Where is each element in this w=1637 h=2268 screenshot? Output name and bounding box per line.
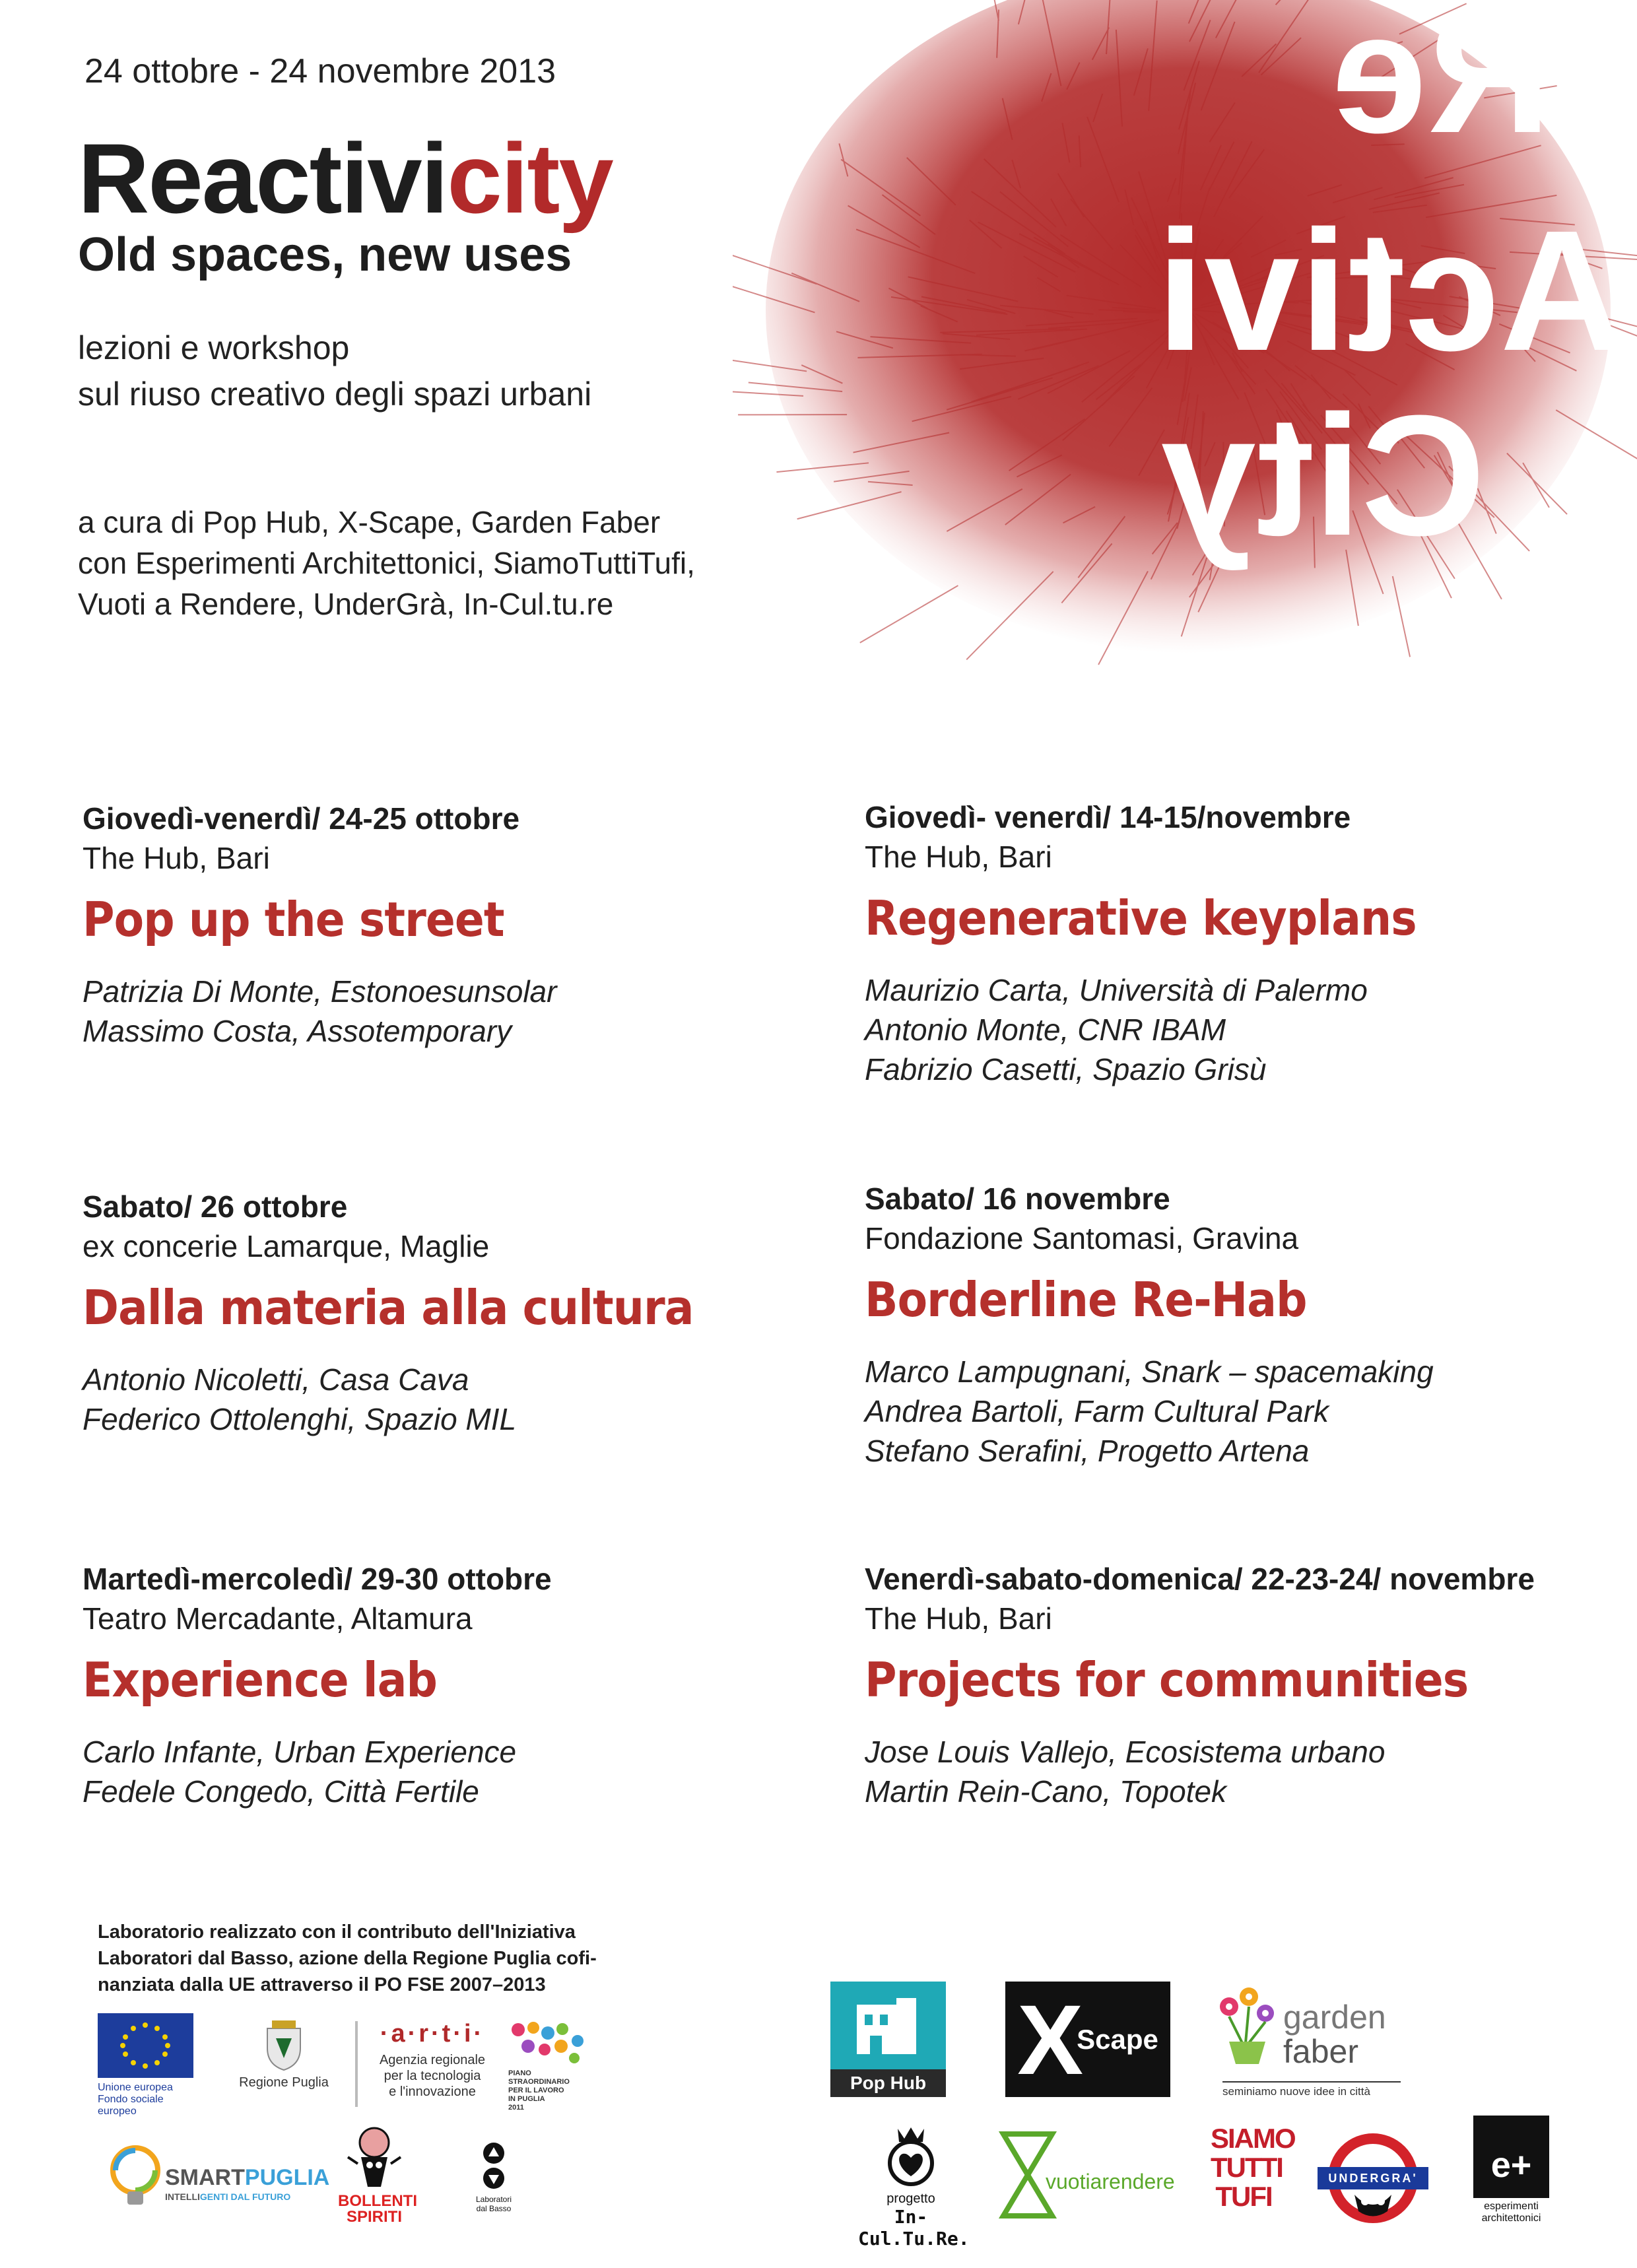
speaker: Fedele Congedo, Città Fertile bbox=[83, 1774, 479, 1809]
curators-line: Vuoti a Rendere, UnderGrà, In-Cul.tu.re bbox=[78, 587, 614, 621]
speaker: Federico Ottolenghi, Spazio MIL bbox=[83, 1402, 517, 1436]
event-title: Dalla materia alla cultura bbox=[83, 1280, 694, 1335]
funding-note-line: nanziata dalla UE attraverso il PO FSE 2007–2013 bbox=[98, 1974, 546, 1995]
cloud-word-activi: Activi bbox=[1156, 195, 1624, 387]
event-title: Borderline Re-Hab bbox=[865, 1272, 1307, 1327]
faber-word: faber bbox=[1283, 2033, 1358, 2070]
speaker: Stefano Serafini, Progetto Artena bbox=[865, 1434, 1310, 1468]
eu-logo bbox=[98, 2013, 193, 2117]
event-speakers bbox=[83, 1732, 848, 1811]
title-part-b: city bbox=[447, 123, 613, 234]
garden-word: garden bbox=[1283, 1999, 1386, 2036]
pop-hub-wordmark: Pop Hub bbox=[830, 2069, 946, 2097]
eu-flag-icon bbox=[98, 2013, 193, 2078]
x-scape-x: X bbox=[1017, 1984, 1084, 2095]
event-place: ex concerie Lamarque, Maglie bbox=[83, 1229, 490, 1263]
x-scape-logo bbox=[1005, 1982, 1170, 2097]
lab-basso-line: Laboratori bbox=[475, 2195, 512, 2204]
cloud-word-re: Re bbox=[1331, 0, 1551, 169]
event-speakers bbox=[83, 1360, 848, 1439]
garden-faber-logo bbox=[1209, 1984, 1394, 2099]
event-place: The Hub, Bari bbox=[83, 841, 270, 875]
speaker: Antonio Monte, CNR IBAM bbox=[865, 1013, 1226, 1047]
arti-caption-line: Agenzia regionale bbox=[379, 2053, 486, 2067]
speaker: Jose Louis Vallejo, Ecosistema urbano bbox=[865, 1735, 1386, 1769]
piano-caption-line: 2011 bbox=[508, 2104, 524, 2112]
speaker: Martin Rein-Cano, Topotek bbox=[865, 1774, 1227, 1809]
bollenti-spiriti-logo bbox=[338, 2124, 417, 2226]
event-card bbox=[865, 797, 1630, 1089]
eu-caption bbox=[98, 2082, 193, 2118]
pop-hub-logo bbox=[830, 1982, 946, 2097]
event-title: Pop up the street bbox=[83, 892, 504, 947]
event-speakers bbox=[865, 1352, 1630, 1471]
spirit-icon bbox=[345, 2124, 404, 2190]
garden-faber-tagline: seminiamo nuove idee in città bbox=[1222, 2081, 1401, 2098]
piano-caption-line: STRAORDINARIO bbox=[508, 2078, 570, 2086]
cloud-line bbox=[860, 585, 958, 643]
speaker: Andrea Bartoli, Farm Cultural Park bbox=[865, 1394, 1329, 1428]
event-place: Fondazione Santomasi, Gravina bbox=[865, 1221, 1299, 1255]
intro-line: lezioni e workshop bbox=[78, 329, 350, 366]
undergra-logo bbox=[1315, 2129, 1430, 2228]
garden-faber-wordmark bbox=[1283, 2000, 1386, 2069]
event-place: The Hub, Bari bbox=[865, 1601, 1052, 1636]
piano-caption-line: PER IL LAVORO bbox=[508, 2086, 564, 2094]
event-card bbox=[865, 1559, 1630, 1811]
regione-caption: Regione Puglia bbox=[239, 2075, 329, 2090]
speaker: Maurizio Carta, Università di Palermo bbox=[865, 973, 1368, 1007]
event-day: Sabato/ 16 novembre bbox=[865, 1182, 1170, 1216]
piano-caption-line: PIANO bbox=[508, 2069, 531, 2077]
piano-caption bbox=[508, 2069, 601, 2112]
event-speakers bbox=[83, 972, 848, 1051]
flowers-icon bbox=[508, 2020, 594, 2066]
in-cul-tu-re-wordmark: In-Cul.Tu.Re. bbox=[858, 2206, 970, 2250]
vuotiarendere-logo bbox=[998, 2129, 1176, 2228]
bollenti-line: BOLLENTI bbox=[338, 2192, 417, 2210]
arti-caption-line: per la tecnologia bbox=[384, 2069, 481, 2083]
siamotuttitufi-logo bbox=[1211, 2123, 1295, 2223]
event-title: Regenerative keyplans bbox=[865, 890, 1417, 946]
bollenti-wordmark bbox=[338, 2192, 417, 2226]
crowned-heart-icon bbox=[878, 2122, 944, 2188]
lab-basso-caption bbox=[474, 2195, 514, 2213]
x-scape-word: Scape bbox=[1077, 2023, 1158, 2055]
undergra-wordmark: UNDERGRA' bbox=[1328, 2172, 1418, 2185]
speaker: Antonio Nicoletti, Casa Cava bbox=[83, 1362, 469, 1397]
vuotiarendere-wordmark: vuotiarendere bbox=[1046, 2170, 1175, 2193]
arti-caption-line: e l'innovazione bbox=[389, 2085, 476, 2099]
esperimenti-line: esperimenti bbox=[1484, 2201, 1539, 2212]
funding-note bbox=[98, 1919, 613, 1998]
eu-caption-line: Fondo sociale europeo bbox=[98, 2094, 164, 2117]
funding-note-line: Laboratori dal Basso, azione della Regione Puglia cofi- bbox=[98, 1948, 597, 1969]
speaker: Fabrizio Casetti, Spazio Grisù bbox=[865, 1052, 1267, 1086]
title-part-a: Reactivi bbox=[78, 123, 448, 234]
event-day: Venerdì-sabato-domenica/ 22-23-24/ novembre bbox=[865, 1562, 1535, 1596]
event-day: Martedì-mercoledì/ 29-30 ottobre bbox=[83, 1562, 552, 1596]
event-place: Teatro Mercadante, Altamura bbox=[83, 1601, 473, 1636]
intro-line: sul riuso creativo degli spazi urbani bbox=[78, 376, 592, 413]
bollenti-line: SPIRITI bbox=[346, 2208, 402, 2226]
event-title: Projects for communities bbox=[865, 1652, 1469, 1708]
arti-logo bbox=[366, 2020, 498, 2112]
reactivicity-logo-cloud bbox=[733, 0, 1637, 706]
smartpuglia-tag-b: GENTI DAL FUTURO bbox=[199, 2191, 291, 2202]
intro-text bbox=[78, 325, 591, 417]
event-dates: 24 ottobre - 24 novembre 2013 bbox=[84, 52, 556, 90]
coat-of-arms-icon bbox=[264, 2018, 304, 2071]
event-card bbox=[83, 799, 848, 1051]
speaker: Marco Lampugnani, Snark – spacemaking bbox=[865, 1354, 1434, 1389]
building-icon bbox=[830, 1982, 946, 2067]
event-speakers bbox=[865, 1732, 1630, 1811]
e-plus-icon: e+ bbox=[1473, 2116, 1549, 2198]
piano-caption-line: IN PUGLIA bbox=[508, 2095, 545, 2103]
page-title bbox=[78, 123, 613, 234]
laboratori-dal-basso-logo bbox=[474, 2142, 514, 2228]
event-card bbox=[83, 1187, 848, 1439]
arti-wordmark: ·a·r·t·i· bbox=[380, 2020, 485, 2048]
puglia-word: PUGLIA bbox=[244, 2165, 330, 2190]
event-title: Experience lab bbox=[83, 1652, 437, 1708]
lab-basso-icon bbox=[481, 2142, 507, 2191]
smartpuglia-tag-a: INTELLI bbox=[165, 2191, 200, 2202]
siamo-line: TUFI bbox=[1215, 2181, 1272, 2212]
curators-text bbox=[78, 502, 695, 624]
piano-straordinario-logo bbox=[508, 2020, 601, 2119]
event-card bbox=[865, 1179, 1630, 1471]
page-subtitle: Old spaces, new uses bbox=[78, 228, 572, 281]
event-day: Sabato/ 26 ottobre bbox=[83, 1189, 348, 1224]
siamo-line: SIAMO bbox=[1211, 2123, 1295, 2154]
lab-basso-line: dal Basso bbox=[476, 2204, 512, 2213]
curators-line: a cura di Pop Hub, X-Scape, Garden Faber bbox=[78, 505, 661, 539]
regione-puglia-logo bbox=[238, 2018, 330, 2111]
esperimenti-line: architettonici bbox=[1481, 2213, 1541, 2224]
event-day: Giovedì- venerdì/ 14-15/novembre bbox=[865, 800, 1351, 834]
curators-line: con Esperimenti Architettonici, SiamoTuttiTufi, bbox=[78, 546, 695, 580]
event-place: The Hub, Bari bbox=[865, 840, 1052, 874]
speaker: Massimo Costa, Assotemporary bbox=[83, 1014, 512, 1048]
speaker: Carlo Infante, Urban Experience bbox=[83, 1735, 517, 1769]
esperimenti-architettonici-logo bbox=[1473, 2116, 1549, 2231]
arti-caption bbox=[366, 2052, 498, 2100]
smartpuglia-tagline bbox=[165, 2191, 290, 2202]
divider bbox=[355, 2021, 358, 2107]
in-cul-tu-re-logo bbox=[858, 2122, 970, 2250]
eu-caption-line: Unione europea bbox=[98, 2082, 173, 2093]
event-day: Giovedì-venerdì/ 24-25 ottobre bbox=[83, 801, 520, 836]
flower-pot-icon bbox=[1209, 1984, 1282, 2066]
smartpuglia-wordmark bbox=[165, 2165, 329, 2191]
cloud-word-city: City bbox=[1160, 380, 1485, 572]
event-card bbox=[83, 1559, 848, 1811]
smartpuglia-logo bbox=[109, 2145, 330, 2218]
event-speakers bbox=[865, 970, 1630, 1089]
smart-word: SMART bbox=[165, 2165, 245, 2190]
esperimenti-caption bbox=[1473, 2201, 1549, 2224]
funding-note-line: Laboratorio realizzato con il contributo dell'Iniziativa bbox=[98, 1921, 576, 1943]
siamo-line: TUTTI bbox=[1211, 2152, 1283, 2183]
lightbulb-icon bbox=[109, 2145, 162, 2211]
in-cul-tu-re-small: progetto bbox=[886, 2191, 935, 2206]
speaker: Patrizia Di Monte, Estonoesunsolar bbox=[83, 974, 557, 1009]
